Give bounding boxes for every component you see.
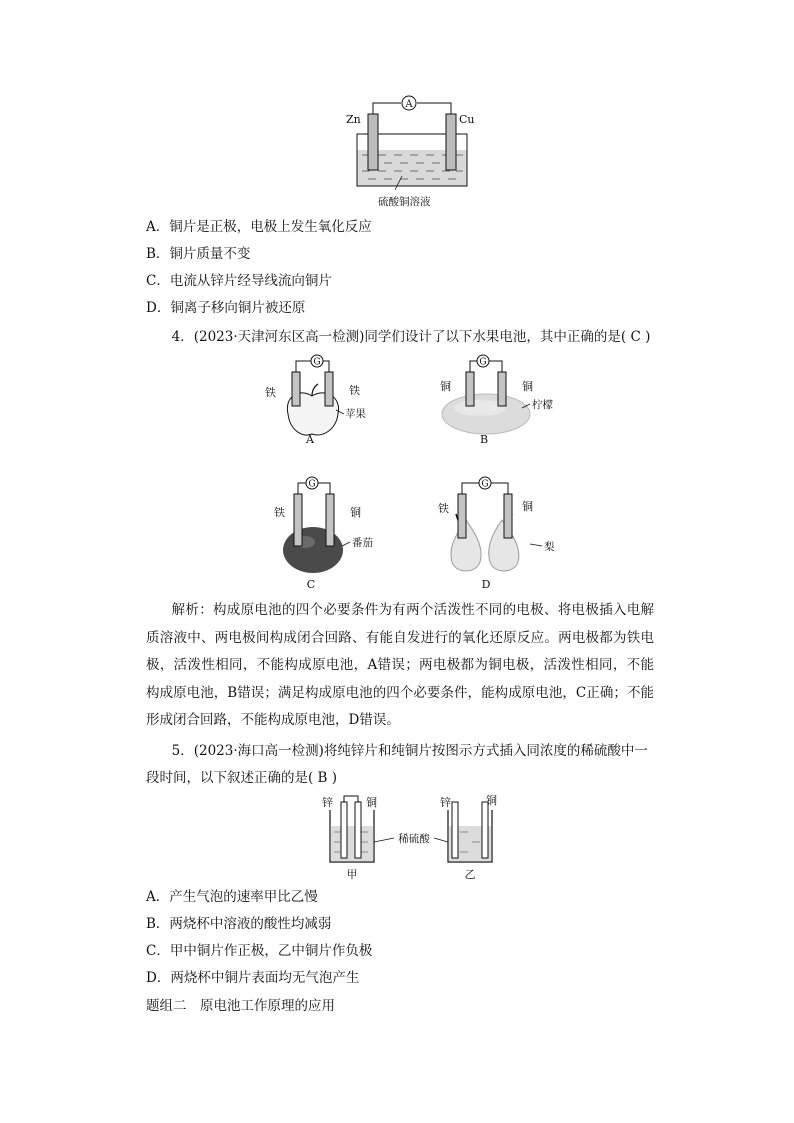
galvanometer-label: G — [313, 357, 321, 368]
beaker-jia-label: 甲 — [346, 868, 358, 881]
galvanometer-label: G — [481, 479, 489, 490]
q5-beakers-figure — [322, 790, 504, 882]
q5-option-a: A．产生气泡的速率甲比乙慢 — [146, 889, 318, 905]
galvanometer-label: G — [479, 357, 487, 368]
q3-option-b: B．铜片质量不变 — [146, 246, 251, 262]
panel-letter: B — [479, 433, 489, 444]
cu-label: Cu — [459, 113, 475, 126]
fruit-label: 梨 — [544, 541, 555, 553]
ammeter-label: A — [405, 99, 413, 110]
q5-stem: 5．(2023·海口高一检测)将纯锌片和纯铜片按图示方式插入同浓度的稀硫酸中一段时间，以下叙述正确的是( B ) — [146, 743, 648, 786]
q4-panel-d — [436, 474, 566, 590]
q5-option-b: B．两烧杯中溶液的酸性均减弱 — [146, 916, 332, 932]
fruit-label: 柠檬 — [532, 399, 553, 411]
right-electrode-label: 铜 — [350, 506, 361, 519]
q4-analysis: 解析：构成原电池的四个必要条件为有两个活泼性不同的电极、将电极插入电解质溶液中、两电极间构成闭合回路、有能自发进行的氧化还原反应。两电极都为铁电极，活泼性相同，不能构成原电池，A错误；两电极都为铜电极，活泼性相同，不能构成原电池，B错误；满足构成原电池的四个必要条件，能构成原电池，C正确；不能形成闭合回路，不能构成原电池，D错误。 — [146, 602, 654, 729]
solution-label: 硫酸铜溶液 — [378, 196, 431, 208]
panel-letter: A — [306, 433, 314, 444]
panel-letter: D — [481, 578, 491, 590]
q5-option-c: C．甲中铜片作正极，乙中铜片作负极 — [146, 943, 373, 959]
q4-stem: 4．(2023·天津河东区高一检测)同学们设计了以下水果电池，其中正确的是( C ) — [171, 329, 651, 345]
copper-label: 铜 — [366, 796, 377, 809]
fruit-label: 苹果 — [345, 408, 366, 420]
galvanometer-label: G — [308, 479, 316, 490]
fruit-label: 番茄 — [352, 537, 373, 549]
left-electrode-label: 铁 — [265, 386, 276, 399]
panel-letter: C — [306, 578, 316, 590]
copper-label-2: 铜 — [486, 794, 497, 807]
q3-option-d: D．铜离子移向铜片被还原 — [146, 300, 306, 316]
section-heading: 题组二 原电池工作原理的应用 — [146, 998, 335, 1014]
left-electrode-label: 铁 — [274, 506, 285, 519]
q4-panel-b — [430, 352, 560, 444]
beaker-yi-label: 乙 — [464, 868, 476, 881]
zinc-label-2: 锌 — [440, 796, 451, 809]
zn-cu-cell-figure — [340, 92, 480, 210]
acid-label: 稀硫酸 — [398, 833, 430, 845]
q3-option-a: A．铜片是正极，电极上发生氧化反应 — [146, 219, 372, 235]
left-electrode-label: 铜 — [440, 380, 451, 393]
right-electrode-label: 铁 — [349, 384, 360, 397]
right-electrode-label: 铜 — [522, 500, 533, 513]
zinc-label: 锌 — [322, 796, 333, 809]
left-electrode-label: 铁 — [438, 502, 449, 515]
zn-label: Zn — [346, 113, 361, 126]
right-electrode-label: 铜 — [522, 380, 533, 393]
q4-panel-c — [268, 474, 388, 590]
q4-panel-a — [260, 352, 370, 444]
q3-option-c: C．电流从锌片经导线流向铜片 — [146, 273, 332, 289]
q5-option-d: D．两烧杯中铜片表面均无气泡产生 — [146, 970, 360, 986]
